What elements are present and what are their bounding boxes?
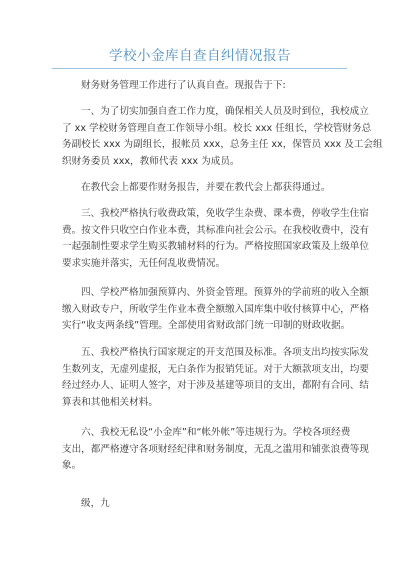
- paragraph-line: 一起强制性要求学生购买教辅材料的行为。严格按照国家政策及上级单位: [62, 241, 369, 253]
- title-divider: [52, 68, 347, 69]
- paragraph-section-3: [62, 206, 369, 272]
- paragraph-section-1: [62, 104, 383, 170]
- paragraph-line: 要求实施并落实，无任何乱收费情况。: [62, 257, 226, 269]
- document-title: 学校小金库自查自纠情况报告: [109, 48, 291, 64]
- paragraph-line: 了 xx 学校财务管理自查工作领导小组。校长 xxx 任组长，学校管财务总: [62, 122, 372, 134]
- paragraph-line: 在教代会上都要作财务报告，并要在教代会上都获得通过。: [81, 182, 331, 193]
- paragraph-line: 四、学校严格加强预算内、外资金管理。预算外的学前班的收入全额: [81, 287, 369, 298]
- paragraph-intro: [62, 78, 340, 95]
- paragraph-line: 一、为了切实加强自查工作力度，确保相关人员及时到位，我校成立: [81, 106, 369, 117]
- paragraph-line: 象。: [62, 460, 82, 472]
- paragraph-section-6: [62, 425, 369, 475]
- paragraph-line: 生数列支，无虚列虚报，无白条作为报销凭证。对于大额款项支出，均要: [62, 363, 369, 375]
- paragraph-line: 经过经办人、证明人签字，对于涉及基建等项目的支出，都附有合同、结: [62, 380, 369, 392]
- paragraph-section-4: [62, 285, 369, 335]
- paragraph-section-5: [62, 345, 369, 411]
- paragraph-line: 缴入财政专户，所收学生作业本费全额缴入国库集中收付核算中心，严格: [62, 303, 369, 315]
- paragraph-line: 级，九: [81, 498, 110, 509]
- paragraph-line: 支出，都严格遵守各项财经纪律和财务制度，无乱之滥用和铺张浪费等现: [62, 443, 369, 455]
- paragraph-line: 织财务委员 xxx，教师代表 xxx 为成员。: [62, 155, 240, 167]
- paragraph-line: 实行“收支两条线”管理。全部使用省财政部门统一印制的财政收据。: [62, 320, 351, 332]
- paragraph-line: 财务财务管理工作进行了认真自查。现报告于下:: [81, 80, 286, 91]
- paragraph-line: 算表和其他相关材料。: [62, 396, 158, 408]
- paragraph-line: 费。按文件只收空白作业本费，其标准向社会公示。在我校收费中，没有: [62, 224, 369, 236]
- paragraph-fragment: [62, 496, 340, 513]
- paragraph-section-2: [62, 180, 340, 197]
- paragraph-line: 务副校长 xxx 为副组长，报帐员 xxx，总务主任 xx，保管员 xxx 及工会组: [62, 139, 383, 151]
- paragraph-line: 三、我校严格执行收费政策，免收学生杂费、课本费，停收学生住宿: [81, 208, 369, 219]
- paragraph-line: 五、我校严格执行国家规定的开支范围及标准。各项支出均按实际发: [81, 347, 369, 358]
- paragraph-line: 六、我校无私设“小金库”和“帐外帐”等违规行为。学校各项经费: [81, 427, 351, 438]
